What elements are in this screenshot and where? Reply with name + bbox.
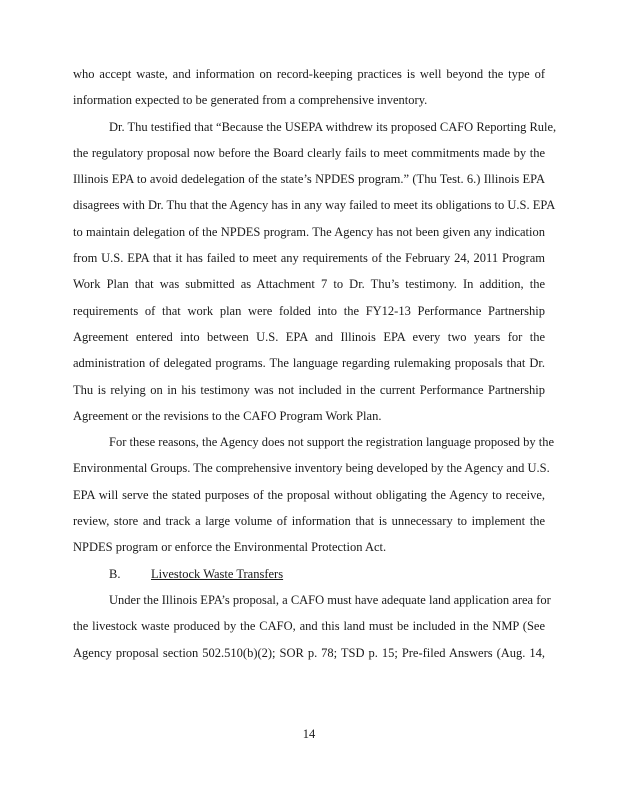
text-line: Work Plan that was submitted as Attachment 7 to Dr. Thu’s testimony. In addition, the xyxy=(73,277,545,292)
section-heading xyxy=(73,561,545,587)
text-line: Environmental Groups. The comprehensive inventory being developed by the Agency and U.S. xyxy=(73,461,550,476)
text-line: For these reasons, the Agency does not support the registration language proposed by the xyxy=(109,435,555,450)
text-line: Under the Illinois EPA’s proposal, a CAFO must have adequate land application area for xyxy=(109,592,551,607)
text-line: EPA will serve the stated purposes of the proposal without obligating the Agency to receive, xyxy=(73,487,545,502)
text-line: information expected to be generated from a comprehensive inventory. xyxy=(73,93,428,108)
text-line: disagrees with Dr. Thu that the Agency has in any way failed to meet its obligations to U.S. EPA xyxy=(73,198,556,213)
paragraph-record-keeping xyxy=(73,61,545,114)
paragraph-livestock-waste xyxy=(73,587,551,666)
text-line: Agreement or the revisions to the CAFO Program Work Plan. xyxy=(73,408,382,423)
text-line: Dr. Thu testified that “Because the USEPA withdrew its proposed CAFO Reporting Rule, xyxy=(109,119,557,134)
text-line: to maintain delegation of the NPDES program. The Agency has not been given any indication xyxy=(73,224,545,239)
body-text xyxy=(73,61,557,666)
section-letter: B. xyxy=(109,566,121,581)
text-line: review, store and track a large volume of information that is unnecessary to implement the xyxy=(73,514,545,529)
text-line: Agreement entered into between U.S. EPA and Illinois EPA every two years for the xyxy=(73,329,545,344)
text-line: Agency proposal section 502.510(b)(2); SOR p. 78; TSD p. 15; Pre-filed Answers (Aug. 14, xyxy=(73,645,545,660)
text-line: Thu is relying on in his testimony was not included in the current Performance Partnership xyxy=(73,382,545,397)
text-line: requirements of that work plan were folded into the FY12-13 Performance Partnership xyxy=(73,303,545,318)
text-line: NPDES program or enforce the Environmental Protection Act. xyxy=(73,540,387,555)
section-title: Livestock Waste Transfers xyxy=(151,566,284,581)
text-line: the livestock waste produced by the CAFO, and this land must be included in the NMP (See xyxy=(73,619,545,634)
paragraph-agency-position xyxy=(73,429,555,560)
text-line: the regulatory proposal now before the Board clearly fails to meet commitments made by the xyxy=(73,145,545,160)
text-line: administration of delegated programs. The language regarding rulemaking proposals that Dr. xyxy=(73,356,545,371)
text-line: from U.S. EPA that it has failed to meet any requirements of the February 24, 2011 Program xyxy=(73,251,545,266)
page-number: 14 xyxy=(302,727,316,741)
text-line: who accept waste, and information on record-keeping practices is well beyond the type of xyxy=(73,67,545,81)
text-line: Illinois EPA to avoid dedelegation of the state’s NPDES program.” (Thu Test. 6.) Illinois EPA xyxy=(73,172,545,187)
paragraph-thu-testimony xyxy=(73,114,557,430)
